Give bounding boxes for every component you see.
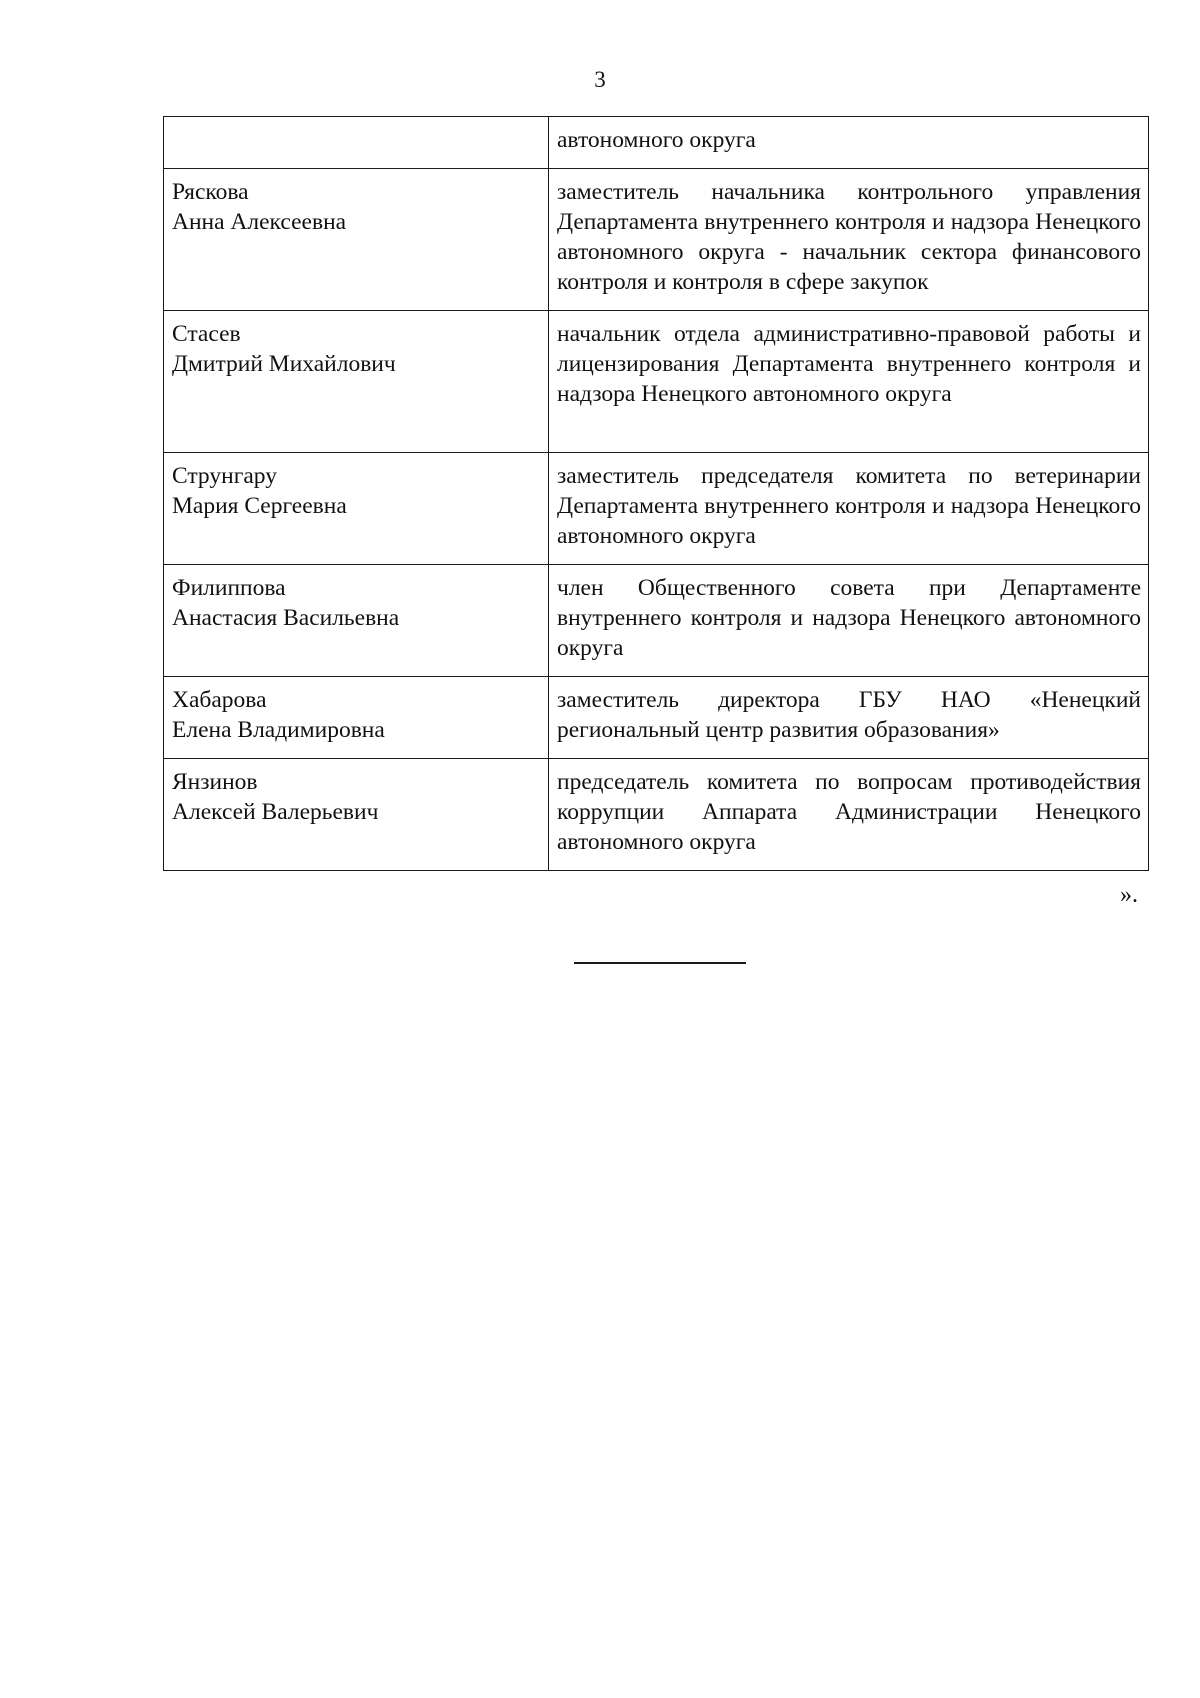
member-given-names: Анастасия Васильевна bbox=[172, 605, 400, 631]
page-number: 3 bbox=[594, 67, 606, 92]
table-row bbox=[164, 117, 1149, 169]
member-surname: Ряскова bbox=[172, 179, 249, 205]
member-surname: Янзинов bbox=[172, 769, 258, 795]
member-given-names: Мария Сергеевна bbox=[172, 493, 347, 519]
member-position: начальник отдела административно-правовой работы и лицензирования Департамента внутреннего контроля и надзора Ненецкого автономного округа bbox=[549, 311, 1149, 453]
table-row bbox=[164, 677, 1149, 759]
member-position: заместитель председателя комитета по ветеринарии Департамента внутреннего контроля и надзора Ненецкого автономного округа bbox=[549, 453, 1149, 565]
table-row bbox=[164, 565, 1149, 677]
member-name-cell bbox=[164, 759, 549, 871]
member-given-names: Елена Владимировна bbox=[172, 717, 385, 743]
member-position: автономного округа bbox=[549, 117, 1149, 169]
table-row bbox=[164, 453, 1149, 565]
table-row bbox=[164, 311, 1149, 453]
table-row bbox=[164, 759, 1149, 871]
member-surname: Стасев bbox=[172, 321, 241, 347]
member-surname: Хабарова bbox=[172, 687, 267, 713]
member-name-cell bbox=[164, 117, 549, 169]
member-name-cell bbox=[164, 169, 549, 311]
member-position: председатель комитета по вопросам противодействия коррупции Аппарата Администрации Ненецкого автономного округа bbox=[549, 759, 1149, 871]
member-name-cell bbox=[164, 311, 549, 453]
member-given-names: Анна Алексеевна bbox=[172, 209, 347, 235]
member-name-cell bbox=[164, 565, 549, 677]
member-position: заместитель начальника контрольного управления Департамента внутреннего контроля и надзора Ненецкого автономного округа - начальник сектора финансового контроля и контроля в сфере закупок bbox=[549, 169, 1149, 311]
member-given-names: Дмитрий Михайлович bbox=[172, 351, 396, 377]
table-row bbox=[164, 169, 1149, 311]
member-surname: Филиппова bbox=[172, 575, 286, 601]
member-name-cell bbox=[164, 677, 549, 759]
member-given-names: Алексей Валерьевич bbox=[172, 799, 379, 825]
closing-quote: ». bbox=[1120, 882, 1138, 908]
member-position: заместитель директора ГБУ НАО «Ненецкий региональный центр развития образования» bbox=[549, 677, 1149, 759]
member-position: член Общественного совета при Департаменте внутреннего контроля и надзора Ненецкого автономного округа bbox=[549, 565, 1149, 677]
member-surname: Струнгару bbox=[172, 463, 277, 489]
members-table bbox=[163, 116, 1149, 871]
member-name-cell bbox=[164, 453, 549, 565]
end-separator-line bbox=[574, 962, 746, 964]
